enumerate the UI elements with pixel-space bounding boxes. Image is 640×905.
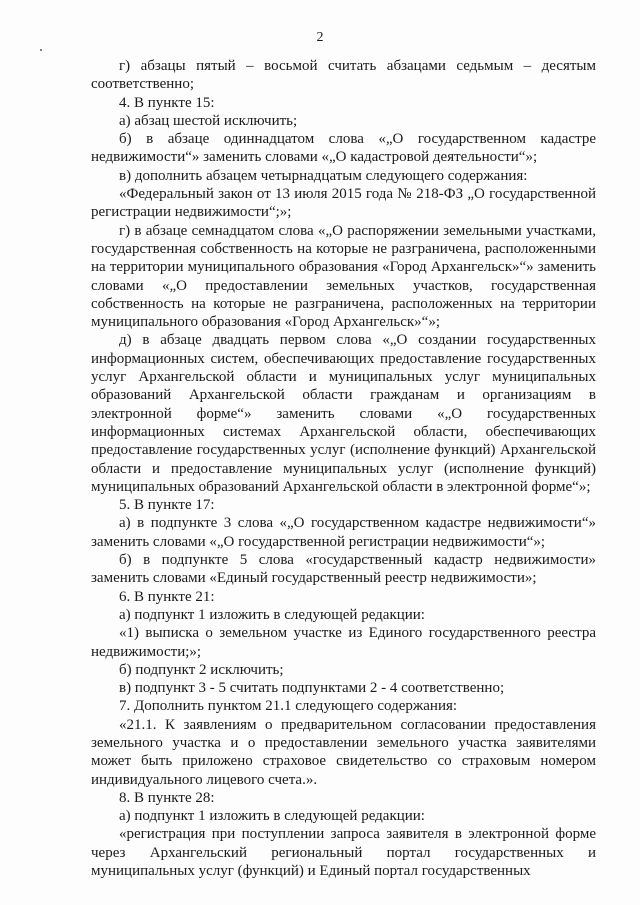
paragraph: г) в абзаце семнадцатом слова «„О распоряжении земельными участками, государственная собственность на которые не разграничена, расположенными на территории муниципального образования «Город Архангельск»“» заменить словами «„О предоставлении земельных участков, государственная собственность на которые не разграничена, расположенных на территории муниципального образования «Город Архангельск»“»; [91, 222, 596, 331]
paragraph: 8. В пункте 28: [119, 789, 215, 806]
paragraph: б) подпункт 2 исключить; [119, 661, 284, 678]
paragraph: «Федеральный закон от 13 июля 2015 года № 218-ФЗ „О государственной регистрации недвижимости“;»; [91, 186, 596, 221]
paragraph: б) в абзаце одиннадцатом слова «„О государственном кадастре недвижимости“» заменить словами «„О кадастровой деятельности“»; [91, 131, 596, 166]
paragraph: а) подпункт 1 изложить в следующей редакции: [119, 808, 425, 825]
paragraph: 6. В пункте 21: [119, 588, 215, 605]
paragraph: 5. В пункте 17: [119, 497, 215, 514]
paragraph: «1) выписка о земельном участке из Единого государственного реестра недвижимости;»; [91, 625, 596, 660]
paragraph: «регистрация при поступлении запроса заявителя в электронной форме через Архангельский региональный портал государственных и муниципальных услуг (функций) и Единый портал государственных [91, 826, 596, 880]
paragraph: а) в подпункте 3 слова «„О государственном кадастре недвижимости“» заменить словами «„О государственной регистрации недвижимости“»; [91, 515, 596, 550]
paragraph: в) дополнить абзацем четырнадцатым следующего содержания: [119, 167, 528, 184]
paragraph: «21.1. К заявлениям о предварительном согласовании предоставления земельного участка и о предоставлении земельного участка заявителями может быть приложено страховое свидетельство со страховым номером индивидуального лицевого счета.». [91, 716, 596, 788]
paragraph: а) подпункт 1 изложить в следующей редакции: [119, 606, 425, 623]
paragraph: в) подпункт 3 - 5 считать подпунктами 2 - 4 соответственно; [119, 680, 505, 697]
paragraph: а) абзац шестой исключить; [119, 112, 298, 129]
page-number: 2 [316, 30, 324, 45]
paragraph: г) абзацы пятый – восьмой считать абзацами седьмым – десятым соответственно; [91, 58, 596, 93]
document-body [91, 57, 596, 880]
scan-speck [40, 49, 42, 51]
paragraph: б) в подпункте 5 слова «государственный кадастр недвижимости» заменить словами «Единый государственный реестр недвижимости»; [91, 552, 596, 587]
paragraph: д) в абзаце двадцать первом слова «„О создании государственных информационных систем, обеспечивающих предоставление государственных услуг Архангельской области и муниципальных услуг муниципальных образований Архангельской области гражданам и организациям в электронной форме“» заменить словами «„О государственных информационных системах Архангельской области, обеспечивающих предоставление государственных услуг (исполнение функций) Архангельской области и предоставление муниципальных услуг (исполнение функций) муниципальных образований Архангельской области в электронной форме“»; [91, 332, 596, 495]
paragraph: 7. Дополнить пунктом 21.1 следующего содержания: [119, 698, 458, 715]
paragraph: 4. В пункте 15: [119, 94, 215, 111]
